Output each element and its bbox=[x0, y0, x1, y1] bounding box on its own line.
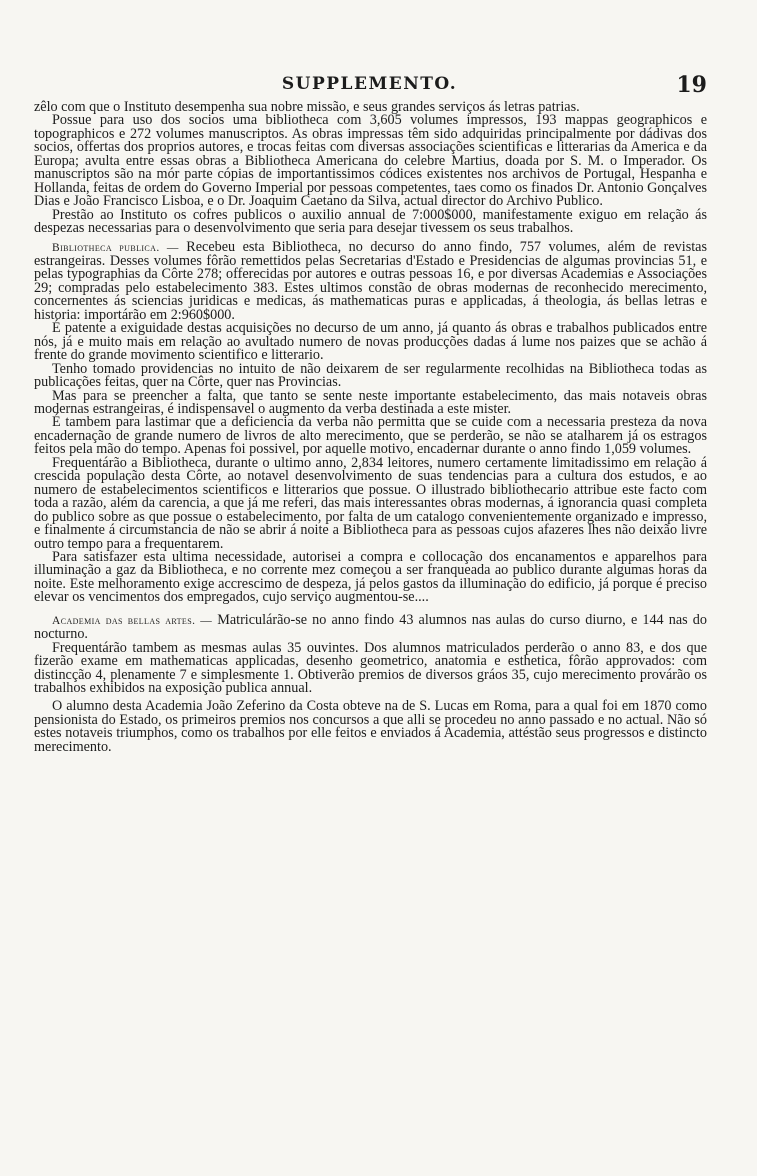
paragraph-6: Tenho tomado providencias no intuito de não deixarem de ser regularmente recolhidas na Bibliotheca todas as publicações feitas, quer na Côrte, quer nas Provincias. bbox=[34, 360, 707, 391]
page-number: 19 bbox=[676, 72, 707, 98]
paragraph-8: É tambem para lastimar que a deficiencia da verba não permitta que se cuide com a necessaria presteza da nova encadernação de grande numero de livros de alto merecimento, que se perderão, se não se atalharem já os estragos feitos pela mão do tempo. Apenas foi possivel, por aquelle motivo, encadernar durante o anno findo 1,059 volumes. bbox=[34, 414, 707, 458]
page-header bbox=[32, 74, 707, 100]
paragraph-9: Frequentárão a Bibliotheca, durante o ultimo anno, 2,834 leitores, numero certamente limitadissimo em relação á crescida população desta Côrte, ao notavel desenvolvimento de suas tendencias para a cultura dos estudos, e ao numero de estabelecimentos scientificos e litterarios que possue. O illustrado bibliothecario attribue este facto com toda a razão, além da carencia, a que já me referi, das mais interessantes obras modernas, á ignorancia quasi completa do publico sobre as que possue o estabelecimento, por falta de um catalogo convenientemente organizado e impresso, e finalmente á circumstancia de não se abrir á noite a Bibliotheca para as pessoas cujos afazeres lhes não deixão livre outro tempo para a frequentarem. bbox=[34, 454, 707, 552]
paragraph-5: É patente a exiguidade destas acquisições no decurso de um anno, já quanto ás obras e trabalhos publicados entre nós, já e muito mais em relação ao avultado numero de novas producções dadas á lume nos paizes que se achão á frente do grande movimento scientifico e litterario. bbox=[34, 320, 707, 364]
paragraph-13: O alumno desta Academia João Zeferino da Costa obteve na de S. Lucas em Roma, para a qual foi em 1870 como pensionista do Estado, os primeiros premios nos concursos a que alli se procedeu no anno passado e no actual. Não só estes notaveis triumphos, como os trabalhos por elle feitos e enviados á Academia, attéstão seus progressos e distincto merecimento. bbox=[34, 698, 707, 755]
paragraph-2: Possue para uso dos socios uma bibliotheca com 3,605 volumes impressos, 193 mappas geographicos e topographicos e 272 volumes manuscriptos. As obras impressas têm sido adquiridas principalmente por dádivas dos socios, offertas dos proprios autores, e trocas feitas com diversas associações scientificas e litterarias da America e da Europa; avulta entre essas obras a Bibliotheca Americana do celebre Martius, doada por S. M. o Imperador. Os manuscriptos são na mór parte cópias de importantissimos códices existentes nos archivos de Portugal, Hespanha e Hollanda, feitas de ordem do Governo Imperial por pessoas competentes, taes como os finados Dr. Antonio Gonçalves Dias e João Francisco Lisboa, e o Dr. Joaquim Caetano da Silva, actual director do Archivo Publico. bbox=[34, 112, 707, 210]
running-title: SUPPLEMENTO. bbox=[281, 74, 458, 94]
paragraph-1: zêlo com que o Instituto desempenha sua nobre missão, e seus grandes serviços ás letras patrias. bbox=[34, 99, 580, 115]
section-lead-academia: Academia das bellas artes. — bbox=[52, 614, 213, 627]
paragraph-bibliotheca-publica: Bibliotheca publica. — Recebeu esta Bibliotheca, no decurso do anno findo, 757 volumes, além de revistas estrangeiras. Desses volumes fôrão remettidos pelas Secretarias d'Estado e Presidencias de algumas provincias 51, e pelas typographias da Côrte 278; offerecidas por autores e outras pessoas 16, e por diversas Academias e Associações 29; compradas pelo estabelecimento 383. Estes ultimos constão de obras modernas de reconhecido merecimento, concernentes ás sciencias juridicas e medicas, ás mathematicas puras e applicadas, á theologia, ás bellas letras e historia: importárão em 2:960$000. bbox=[34, 238, 707, 323]
paragraph-academia-bellas-artes: Academia das bellas artes. — Matriculárão-se no anno findo 43 alumnos nas aulas do curso diurno, e 144 nas do nocturno. bbox=[34, 611, 707, 643]
paragraph-10: Para satisfazer esta ultima necessidade, autorisei a compra e collocação dos encanamentos e apparelhos para illuminação a gaz da Bibliotheca, e no corrente mez começou a ser franqueada ao publico durante algumas horas da noite. Este melhoramento exige accrescimo de despeza, já pelos gastos da illuminação do edificio, já porque é preciso elevar os vencimentos dos empregados, cujo serviço augmentou-se.... bbox=[34, 548, 707, 606]
paragraph-3: Prestão ao Instituto os cofres publicos o auxilio annual de 7:000$000, manifestamente exiguo em relação ás despezas necessarias para o desenvolvimento que seria para desejar tivessem os seus trabalhos. bbox=[34, 206, 707, 237]
body-text bbox=[34, 101, 707, 754]
paragraph-7: Mas para se preencher a falta, que tanto se sente neste importante estabelecimento, das mais notaveis obras modernas estrangeiras, é indispensavel o augmento da verba destinada a este mister. bbox=[34, 387, 707, 417]
section-lead-bibliotheca: Bibliotheca publica. — bbox=[52, 241, 179, 254]
paragraph-12: Frequentárão tambem as mesmas aulas 35 ouvintes. Dos alumnos matriculados perderão o anno 83, e dos que fizerão exame em mathematicas applicadas, desenho geometrico, anatomia e esthetica, fôrão approvados: com distincção 4, plenamente 7 e simplesmente 1. Obtiverão premios de diversos gráos 35, cujo merecimento provárão os trabalhos exhibidos na exposição publica annual. bbox=[34, 639, 707, 697]
